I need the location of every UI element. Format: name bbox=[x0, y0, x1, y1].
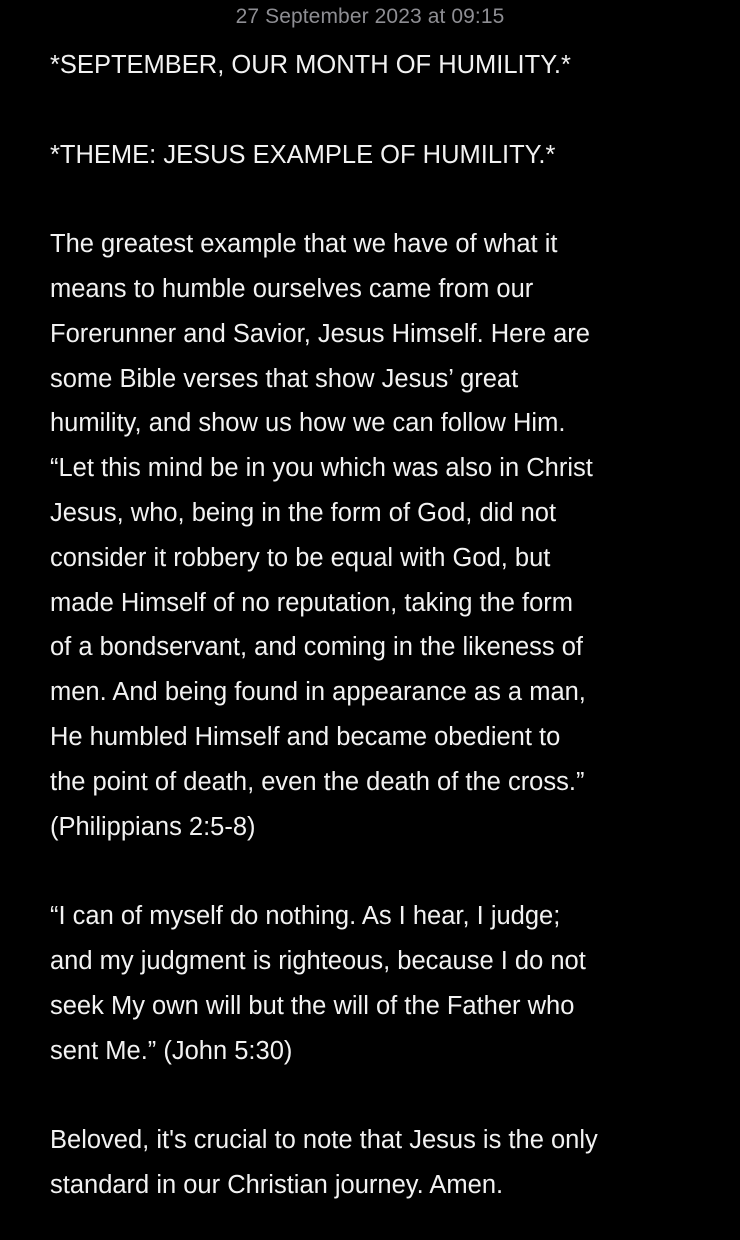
note-body[interactable] bbox=[50, 43, 710, 1208]
blank-line bbox=[50, 177, 710, 222]
note-paragraph-closing: Beloved, it's crucial to note that Jesus is the only standard in our Christian journey. Amen. bbox=[50, 1126, 598, 1199]
blank-line bbox=[50, 849, 710, 894]
note-paragraph-intro: The greatest example that we have of what it means to humble ourselves came from our Forerunner and Savior, Jesus Himself. Here are some Bible verses that show Jesus’ great humility, and show us how we can follow Him. “Let this mind be in you which was also in Christ Jesus, who, being in the form of God, did not consider it robbery to be equal with God, but made Himself of no reputation, taking the form of a bondservant, and coming in the likeness of men. And being found in appearance as a man, He humbled Himself and became obedient to the point of death, even the death of the cross.” (Philippians 2:5-8) bbox=[50, 230, 593, 841]
note-heading-theme: *THEME: JESUS EXAMPLE OF HUMILITY.* bbox=[50, 140, 556, 169]
blank-line bbox=[50, 1073, 710, 1118]
note-heading-month: *SEPTEMBER, OUR MONTH OF HUMILITY.* bbox=[50, 51, 571, 79]
note-paragraph-john: “I can of myself do nothing. As I hear, I judge; and my judgment is righteous, because I do not seek My own will but the will of the Father who sent Me.” (John 5:30) bbox=[50, 902, 586, 1065]
blank-line bbox=[50, 88, 710, 133]
note-timestamp: 27 September 2023 at 09:15 bbox=[235, 5, 505, 28]
